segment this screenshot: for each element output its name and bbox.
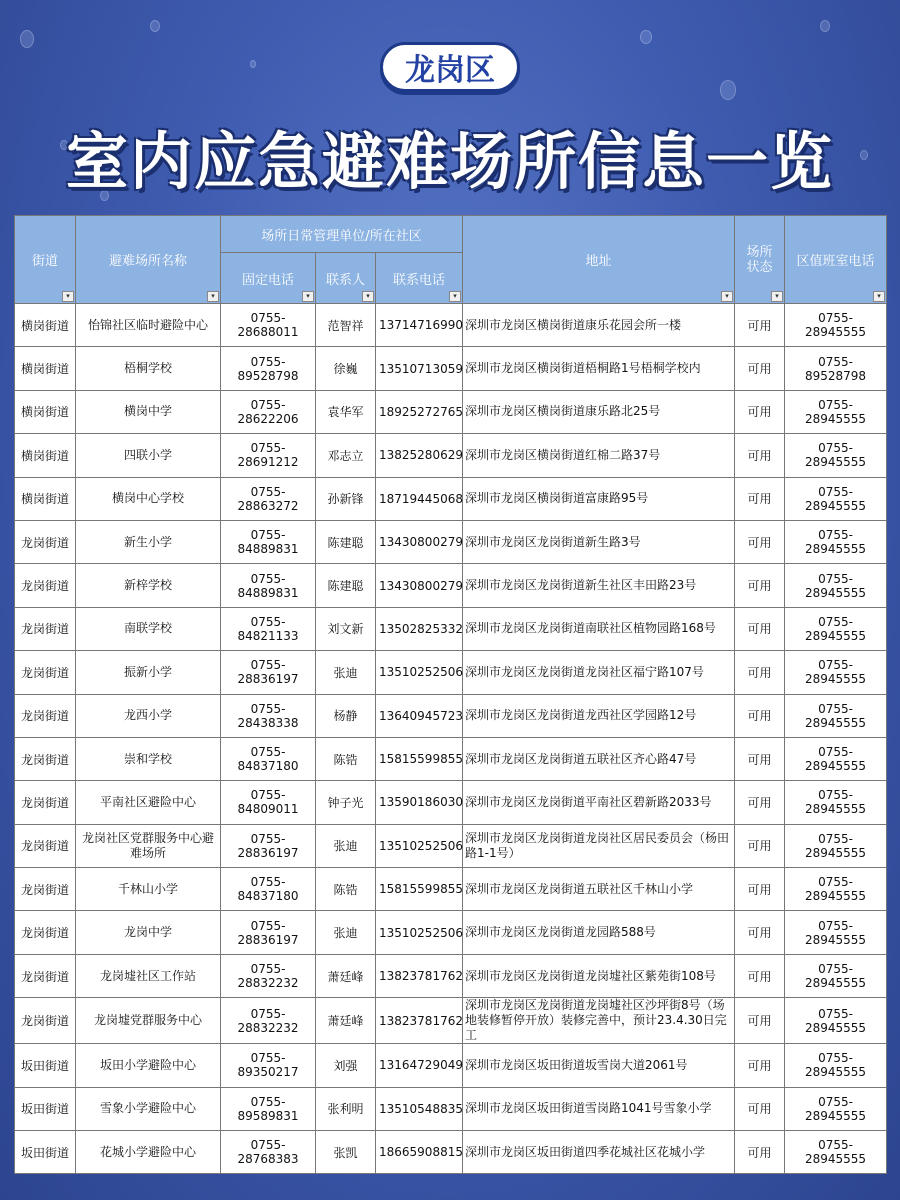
cell-street: 龙岗街道 xyxy=(15,781,76,824)
cell-contact: 陈锆 xyxy=(316,868,376,911)
cell-contact: 张迪 xyxy=(316,824,376,867)
header-contact[interactable]: 联系人 ▾ xyxy=(316,253,376,304)
table-row xyxy=(15,737,887,780)
cell-phone: 0755-28622206 xyxy=(221,390,316,433)
cell-contact: 刘强 xyxy=(316,1044,376,1087)
cell-phone: 0755-28768383 xyxy=(221,1131,316,1174)
cell-contact: 孙新锋 xyxy=(316,477,376,520)
cell-name: 怡锦社区临时避险中心 xyxy=(76,304,221,347)
cell-mobile: 15815599855 xyxy=(376,868,463,911)
cell-name: 梧桐学校 xyxy=(76,347,221,390)
dropdown-filter-icon[interactable]: ▾ xyxy=(771,291,783,302)
cell-name: 花城小学避险中心 xyxy=(76,1131,221,1174)
cell-street: 横岗街道 xyxy=(15,347,76,390)
cell-street: 坂田街道 xyxy=(15,1131,76,1174)
cell-phone: 0755-28688011 xyxy=(221,304,316,347)
cell-duty-phone: 0755-28945555 xyxy=(785,390,887,433)
cell-phone: 0755-84821133 xyxy=(221,607,316,650)
cell-status: 可用 xyxy=(735,390,785,433)
cell-name: 龙岗墟党群服务中心 xyxy=(76,998,221,1044)
cell-status: 可用 xyxy=(735,520,785,563)
cell-status: 可用 xyxy=(735,1044,785,1087)
cell-duty-phone: 0755-28945555 xyxy=(785,737,887,780)
cell-name: 千林山小学 xyxy=(76,868,221,911)
header-name[interactable]: 避难场所名称 ▾ xyxy=(76,216,221,304)
cell-mobile: 13502825332 xyxy=(376,607,463,650)
cell-street: 横岗街道 xyxy=(15,390,76,433)
table-row xyxy=(15,564,887,607)
cell-contact: 萧廷峰 xyxy=(316,998,376,1044)
cell-street: 龙岗街道 xyxy=(15,607,76,650)
cell-contact: 萧廷峰 xyxy=(316,954,376,997)
cell-phone: 0755-28832232 xyxy=(221,954,316,997)
cell-status: 可用 xyxy=(735,781,785,824)
cell-name: 横岗中心学校 xyxy=(76,477,221,520)
cell-contact: 范智祥 xyxy=(316,304,376,347)
cell-phone: 0755-84837180 xyxy=(221,737,316,780)
cell-name: 雪象小学避险中心 xyxy=(76,1087,221,1130)
cell-address: 深圳市龙岗区坂田街道坂雪岗大道2061号 xyxy=(463,1044,735,1087)
district-badge: 龙岗区 xyxy=(380,42,520,92)
cell-duty-phone: 0755-28945555 xyxy=(785,304,887,347)
cell-mobile: 13510252506 xyxy=(376,651,463,694)
cell-address: 深圳市龙岗区横岗街道红棉二路37号 xyxy=(463,434,735,477)
cell-contact: 陈建聪 xyxy=(316,564,376,607)
cell-name: 新梓学校 xyxy=(76,564,221,607)
cell-contact: 邓志立 xyxy=(316,434,376,477)
cell-phone: 0755-89589831 xyxy=(221,1087,316,1130)
table-row xyxy=(15,390,887,433)
cell-address: 深圳市龙岗区龙岗街道龙岗墟社区沙坪街8号（场地装修暂停开放）装修完善中，预计23.4.30日完工 xyxy=(463,998,735,1044)
table-body xyxy=(15,304,887,1174)
table-row xyxy=(15,998,887,1044)
table-row xyxy=(15,607,887,650)
cell-phone: 0755-28863272 xyxy=(221,477,316,520)
cell-name: 南联学校 xyxy=(76,607,221,650)
cell-contact: 袁华军 xyxy=(316,390,376,433)
cell-duty-phone: 0755-28945555 xyxy=(785,781,887,824)
cell-status: 可用 xyxy=(735,434,785,477)
cell-duty-phone: 0755-28945555 xyxy=(785,954,887,997)
dropdown-filter-icon[interactable]: ▾ xyxy=(721,291,733,302)
cell-phone: 0755-28832232 xyxy=(221,998,316,1044)
cell-status: 可用 xyxy=(735,1131,785,1174)
cell-status: 可用 xyxy=(735,347,785,390)
cell-name: 四联小学 xyxy=(76,434,221,477)
cell-duty-phone: 0755-28945555 xyxy=(785,1131,887,1174)
cell-name: 龙岗墟社区工作站 xyxy=(76,954,221,997)
cell-mobile: 13510548835 xyxy=(376,1087,463,1130)
cell-address: 深圳市龙岗区横岗街道富康路95号 xyxy=(463,477,735,520)
cell-address: 深圳市龙岗区坂田街道雪岗路1041号雪象小学 xyxy=(463,1087,735,1130)
cell-address: 深圳市龙岗区龙岗街道龙岗社区福宁路107号 xyxy=(463,651,735,694)
cell-mobile: 13164729049 xyxy=(376,1044,463,1087)
cell-duty-phone: 0755-28945555 xyxy=(785,1044,887,1087)
cell-address: 深圳市龙岗区坂田街道四季花城社区花城小学 xyxy=(463,1131,735,1174)
shelter-table-container xyxy=(14,215,886,1174)
cell-street: 龙岗街道 xyxy=(15,911,76,954)
cell-address: 深圳市龙岗区横岗街道康乐路北25号 xyxy=(463,390,735,433)
cell-mobile: 13510252506 xyxy=(376,911,463,954)
cell-mobile: 18719445068 xyxy=(376,477,463,520)
cell-status: 可用 xyxy=(735,651,785,694)
header-management-group: 场所日常管理单位/所在社区 xyxy=(221,216,463,253)
table-row xyxy=(15,477,887,520)
table-row xyxy=(15,434,887,477)
cell-status: 可用 xyxy=(735,607,785,650)
cell-mobile: 13430800279 xyxy=(376,520,463,563)
header-phone[interactable]: 固定电话 ▾ xyxy=(221,253,316,304)
cell-street: 横岗街道 xyxy=(15,477,76,520)
cell-phone: 0755-28836197 xyxy=(221,824,316,867)
cell-address: 深圳市龙岗区龙岗街道龙岗墟社区紫苑街108号 xyxy=(463,954,735,997)
cell-duty-phone: 0755-28945555 xyxy=(785,694,887,737)
cell-street: 横岗街道 xyxy=(15,304,76,347)
table-row xyxy=(15,781,887,824)
cell-name: 振新小学 xyxy=(76,651,221,694)
table-row xyxy=(15,954,887,997)
table-row xyxy=(15,911,887,954)
cell-phone: 0755-84889831 xyxy=(221,564,316,607)
cell-address: 深圳市龙岗区龙岗街道龙岗社区居民委员会（杨田路1-1号） xyxy=(463,824,735,867)
cell-mobile: 18665908815 xyxy=(376,1131,463,1174)
cell-status: 可用 xyxy=(735,998,785,1044)
cell-name: 横岗中学 xyxy=(76,390,221,433)
cell-contact: 陈建聪 xyxy=(316,520,376,563)
cell-status: 可用 xyxy=(735,824,785,867)
cell-address: 深圳市龙岗区龙岗街道龙西社区学园路12号 xyxy=(463,694,735,737)
table-row xyxy=(15,1044,887,1087)
page-title: 室内应急避难场所信息一览 xyxy=(65,125,834,198)
cell-name: 平南社区避险中心 xyxy=(76,781,221,824)
table-row xyxy=(15,651,887,694)
cell-phone: 0755-84837180 xyxy=(221,868,316,911)
cell-status: 可用 xyxy=(735,1087,785,1130)
cell-address: 深圳市龙岗区横岗街道康乐花园会所一楼 xyxy=(463,304,735,347)
table-row xyxy=(15,520,887,563)
cell-duty-phone: 0755-28945555 xyxy=(785,520,887,563)
cell-duty-phone: 0755-28945555 xyxy=(785,911,887,954)
table-row xyxy=(15,1131,887,1174)
cell-duty-phone: 0755-28945555 xyxy=(785,824,887,867)
cell-street: 龙岗街道 xyxy=(15,651,76,694)
header-duty-phone[interactable]: 区值班室电话 ▾ xyxy=(785,216,887,304)
cell-phone: 0755-28836197 xyxy=(221,911,316,954)
cell-mobile: 13823781762 xyxy=(376,998,463,1044)
table-row xyxy=(15,868,887,911)
cell-mobile: 18925272765 xyxy=(376,390,463,433)
cell-street: 龙岗街道 xyxy=(15,954,76,997)
cell-duty-phone: 0755-28945555 xyxy=(785,1087,887,1130)
cell-contact: 张利明 xyxy=(316,1087,376,1130)
header-street[interactable]: 街道 ▾ xyxy=(15,216,76,304)
cell-mobile: 15815599855 xyxy=(376,737,463,780)
header-address[interactable]: 地址 ▾ xyxy=(463,216,735,304)
cell-street: 龙岗街道 xyxy=(15,520,76,563)
cell-mobile: 13823781762 xyxy=(376,954,463,997)
table-row xyxy=(15,347,887,390)
header-status[interactable]: 场所状态 ▾ xyxy=(735,216,785,304)
dropdown-filter-icon[interactable]: ▾ xyxy=(873,291,885,302)
cell-address: 深圳市龙岗区横岗街道梧桐路1号梧桐学校内 xyxy=(463,347,735,390)
cell-contact: 杨静 xyxy=(316,694,376,737)
cell-contact: 刘文新 xyxy=(316,607,376,650)
dropdown-filter-icon[interactable]: ▾ xyxy=(449,291,461,302)
cell-street: 坂田街道 xyxy=(15,1044,76,1087)
cell-name: 坂田小学避险中心 xyxy=(76,1044,221,1087)
cell-duty-phone: 0755-28945555 xyxy=(785,868,887,911)
dropdown-filter-icon[interactable]: ▾ xyxy=(207,291,219,302)
cell-street: 龙岗街道 xyxy=(15,824,76,867)
cell-contact: 张迪 xyxy=(316,651,376,694)
cell-street: 龙岗街道 xyxy=(15,868,76,911)
cell-mobile: 13510713059 xyxy=(376,347,463,390)
cell-status: 可用 xyxy=(735,694,785,737)
dropdown-filter-icon[interactable]: ▾ xyxy=(302,291,314,302)
cell-phone: 0755-89528798 xyxy=(221,347,316,390)
table-row xyxy=(15,304,887,347)
cell-street: 坂田街道 xyxy=(15,1087,76,1130)
table-header xyxy=(15,216,887,304)
cell-mobile: 13825280629 xyxy=(376,434,463,477)
cell-duty-phone: 0755-28945555 xyxy=(785,651,887,694)
table-row xyxy=(15,694,887,737)
cell-name: 新生小学 xyxy=(76,520,221,563)
cell-address: 深圳市龙岗区龙岗街道南联社区植物园路168号 xyxy=(463,607,735,650)
cell-duty-phone: 0755-28945555 xyxy=(785,998,887,1044)
cell-name: 龙岗社区党群服务中心避难场所 xyxy=(76,824,221,867)
cell-phone: 0755-84809011 xyxy=(221,781,316,824)
cell-name: 龙岗中学 xyxy=(76,911,221,954)
cell-address: 深圳市龙岗区龙岗街道龙园路588号 xyxy=(463,911,735,954)
dropdown-filter-icon[interactable]: ▾ xyxy=(362,291,374,302)
cell-status: 可用 xyxy=(735,868,785,911)
cell-duty-phone: 0755-89528798 xyxy=(785,347,887,390)
cell-phone: 0755-28691212 xyxy=(221,434,316,477)
cell-status: 可用 xyxy=(735,954,785,997)
cell-contact: 钟子光 xyxy=(316,781,376,824)
cell-mobile: 13640945723 xyxy=(376,694,463,737)
cell-contact: 张凯 xyxy=(316,1131,376,1174)
cell-street: 龙岗街道 xyxy=(15,564,76,607)
cell-contact: 陈锆 xyxy=(316,737,376,780)
cell-status: 可用 xyxy=(735,911,785,954)
cell-address: 深圳市龙岗区龙岗街道五联社区千林山小学 xyxy=(463,868,735,911)
table-row xyxy=(15,824,887,867)
cell-duty-phone: 0755-28945555 xyxy=(785,434,887,477)
table-row xyxy=(15,1087,887,1130)
cell-street: 龙岗街道 xyxy=(15,998,76,1044)
cell-name: 崇和学校 xyxy=(76,737,221,780)
cell-status: 可用 xyxy=(735,564,785,607)
dropdown-filter-icon[interactable]: ▾ xyxy=(62,291,74,302)
cell-status: 可用 xyxy=(735,737,785,780)
cell-status: 可用 xyxy=(735,477,785,520)
cell-duty-phone: 0755-28945555 xyxy=(785,477,887,520)
cell-street: 龙岗街道 xyxy=(15,694,76,737)
cell-phone: 0755-28836197 xyxy=(221,651,316,694)
cell-address: 深圳市龙岗区龙岗街道五联社区齐心路47号 xyxy=(463,737,735,780)
cell-phone: 0755-28438338 xyxy=(221,694,316,737)
cell-phone: 0755-84889831 xyxy=(221,520,316,563)
cell-address: 深圳市龙岗区龙岗街道平南社区碧新路2033号 xyxy=(463,781,735,824)
cell-mobile: 13510252506 xyxy=(376,824,463,867)
cell-mobile: 13590186030 xyxy=(376,781,463,824)
cell-contact: 徐巍 xyxy=(316,347,376,390)
cell-duty-phone: 0755-28945555 xyxy=(785,564,887,607)
cell-name: 龙西小学 xyxy=(76,694,221,737)
header-mobile[interactable]: 联系电话 ▾ xyxy=(376,253,463,304)
cell-mobile: 13430800279 xyxy=(376,564,463,607)
cell-status: 可用 xyxy=(735,304,785,347)
cell-mobile: 13714716990 xyxy=(376,304,463,347)
cell-phone: 0755-89350217 xyxy=(221,1044,316,1087)
cell-contact: 张迪 xyxy=(316,911,376,954)
cell-street: 龙岗街道 xyxy=(15,737,76,780)
cell-street: 横岗街道 xyxy=(15,434,76,477)
cell-address: 深圳市龙岗区龙岗街道新生社区丰田路23号 xyxy=(463,564,735,607)
page-header xyxy=(0,0,900,214)
cell-duty-phone: 0755-28945555 xyxy=(785,607,887,650)
shelter-table xyxy=(14,215,887,1174)
cell-address: 深圳市龙岗区龙岗街道新生路3号 xyxy=(463,520,735,563)
